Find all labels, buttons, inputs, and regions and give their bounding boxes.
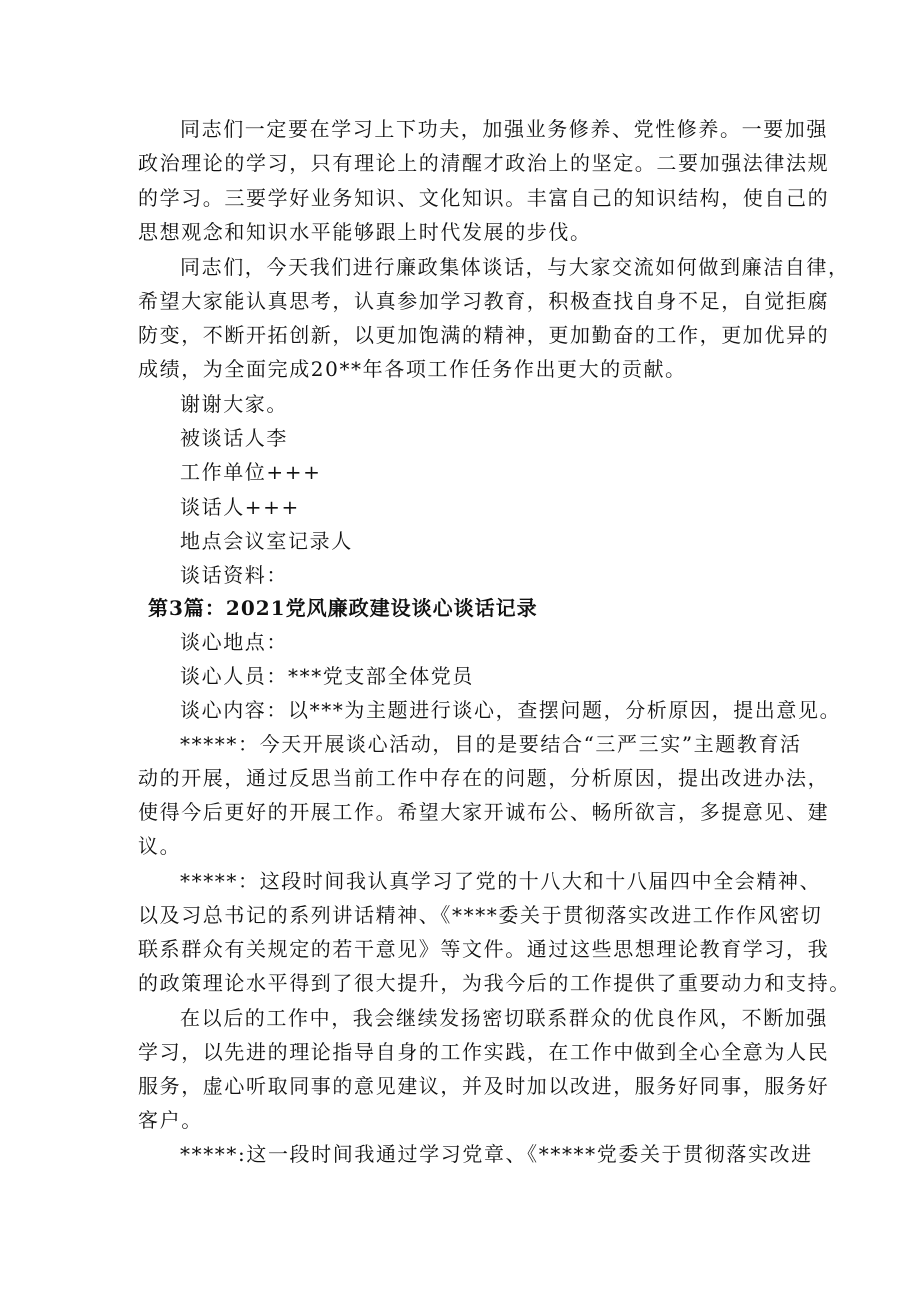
paragraph-line: 使得今后更好的开展工作。希望大家开诚布公、畅所欲言，多提意见、建 <box>138 800 830 824</box>
paragraph-line: *****:这一段时间我通过学习党章、《*****党委关于贯彻落实改进 <box>180 1142 813 1166</box>
paragraph-line: 在以后的工作中，我会继续发扬密切联系群众的优良作风，不断加强 <box>180 1006 828 1030</box>
paragraph-line: 同志们一定要在学习上下功夫，加强业务修养、党性修养。一要加强 <box>180 117 828 141</box>
paragraph-line: 服务，虚心听取同事的意见建议，并及时加以改进，服务好同事，服务好 <box>138 1074 830 1098</box>
paragraph-line: *****：这段时间我认真学习了党的十八大和十八届四中全会精神、 <box>180 869 822 893</box>
paragraph-line: 谈心内容：以***为主题进行谈心，查摆问题，分析原因，提出意见。 <box>180 698 842 722</box>
paragraph-line: 谢谢大家。 <box>180 392 288 416</box>
paragraph-line: 联系群众有关规定的若干意见》等文件。通过这些思想理论教育学习，我 <box>138 937 830 961</box>
paragraph-line: 的学习。三要学好业务知识、文化知识。丰富自己的知识结构，使自己的 <box>138 186 830 210</box>
paragraph-line: 客户。 <box>138 1108 203 1132</box>
paragraph-line: 成绩，为全面完成20**年各项工作任务作出更大的贡献。 <box>138 357 687 381</box>
paragraph-line: 以及习总书记的系列讲话精神、《****委关于贯彻落实改进工作作风密切 <box>138 903 823 927</box>
paragraph-line: 谈话人+++ <box>180 495 300 519</box>
paragraph-line: 谈话资料： <box>180 563 288 587</box>
paragraph-line: 议。 <box>138 834 182 858</box>
paragraph-line: 学习，以先进的理论指导自身的工作实践，在工作中做到全心全意为人民 <box>138 1040 830 1064</box>
paragraph-line: 被谈话人李 <box>180 426 288 450</box>
paragraph-line: 工作单位+++ <box>180 460 322 484</box>
paragraph-line: 防变，不断开拓创新，以更加饱满的精神，更加勤奋的工作，更加优异的 <box>138 323 830 347</box>
section-heading: 第3篇：2021党风廉政建设谈心谈话记录 <box>148 596 538 620</box>
paragraph-line: 谈心人员：***党支部全体党员 <box>180 664 474 688</box>
paragraph-line: 思想观念和知识水平能够跟上时代发展的步伐。 <box>138 220 592 244</box>
paragraph-line: 同志们，今天我们进行廉政集体谈话，与大家交流如何做到廉洁自律， <box>180 255 850 279</box>
paragraph-line: 的政策理论水平得到了很大提升，为我今后的工作提供了重要动力和支持。 <box>138 971 851 995</box>
paragraph-line: 政治理论的学习，只有理论上的清醒才政治上的坚定。二要加强法律法规 <box>138 151 830 175</box>
paragraph-line: 谈心地点： <box>180 630 288 654</box>
paragraph-line: 希望大家能认真思考，认真参加学习教育，积极查找自身不足，自觉拒腐 <box>138 289 830 313</box>
paragraph-line: 动的开展，通过反思当前工作中存在的问题，分析原因，提出改进办法， <box>138 766 830 790</box>
paragraph-line: 地点会议室记录人 <box>180 529 353 553</box>
paragraph-line: *****：今天开展谈心活动，目的是要结合“三严三实”主题教育活 <box>180 732 802 756</box>
